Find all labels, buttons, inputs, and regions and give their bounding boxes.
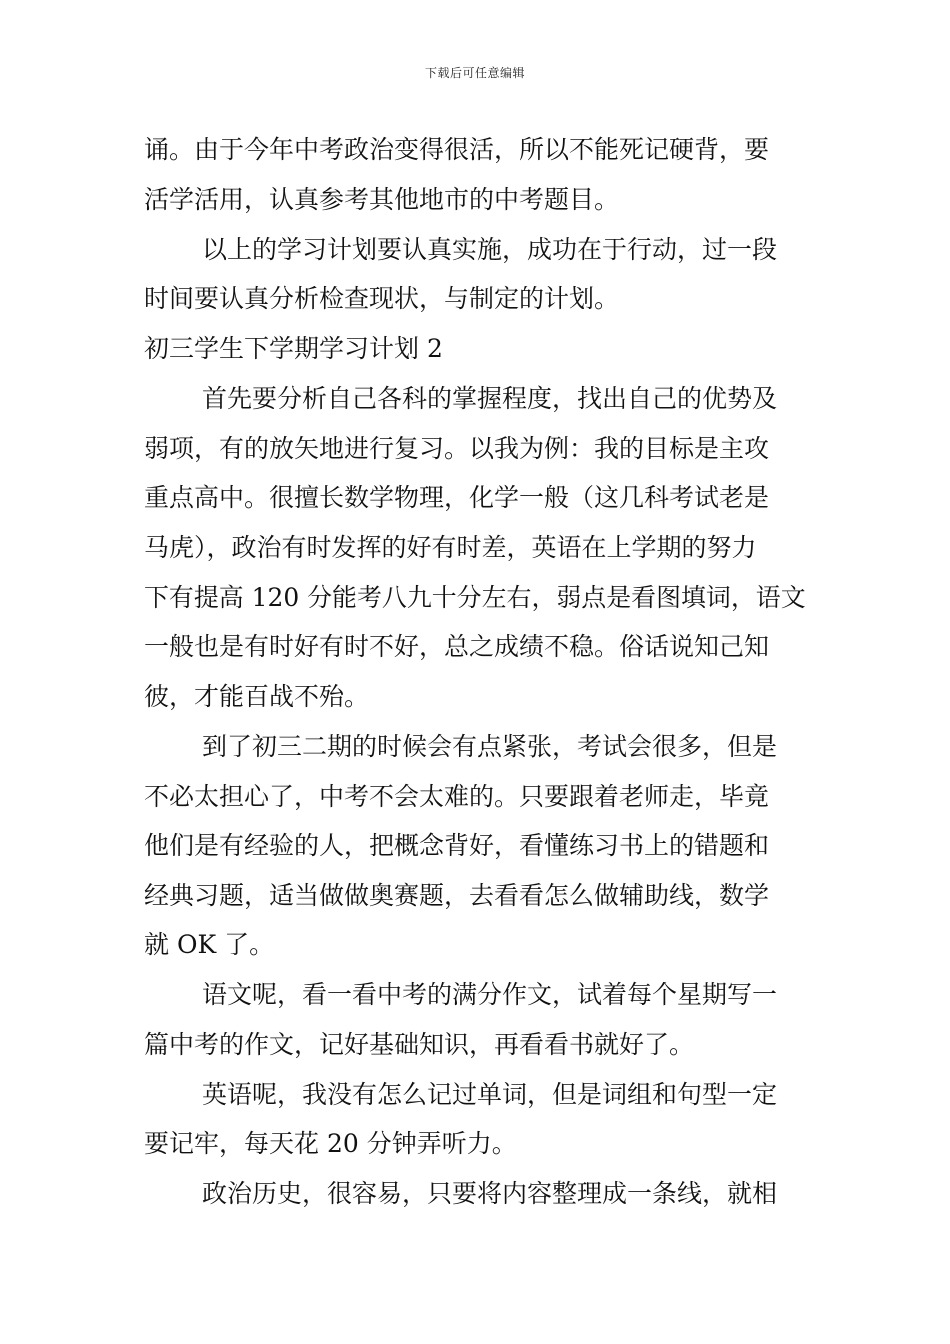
- body-line: 时间要认真分析检查现状，与制定的计划。: [144, 284, 620, 313]
- body-line: 要记牢，每天花 20 分钟弄听力。: [144, 1129, 517, 1158]
- body-line: 经典习题，适当做做奥赛题，去看看怎么做辅助线，数学: [144, 881, 770, 910]
- body-line: 政治历史，很容易，只要将内容整理成一条线，就相: [202, 1179, 778, 1208]
- page-header: 下载后可任意编辑: [424, 66, 525, 80]
- body-line: 不必太担心了，中考不会太难的。只要跟着老师走，毕竟: [144, 782, 770, 811]
- body-line: 他们是有经验的人，把概念背好，看懂练习书上的错题和: [144, 831, 770, 860]
- body-line: 活学活用，认真参考其他地市的中考题目。: [144, 185, 620, 214]
- body-line: 一般也是有时好有时不好，总之成绩不稳。俗话说知己知: [144, 632, 770, 661]
- body-line: 下有提高 120 分能考八九十分左右，弱点是看图填词，语文: [144, 583, 806, 612]
- body-line: 首先要分析自己各科的掌握程度，找出自己的优势及: [202, 384, 778, 413]
- body-line: 以上的学习计划要认真实施，成功在于行动，过一段: [202, 235, 778, 264]
- section-heading: 初三学生下学期学习计划 2: [144, 334, 443, 363]
- body-line: 弱项，有的放矢地进行复习。以我为例：我的目标是主攻: [144, 434, 770, 463]
- body-line: 诵。由于今年中考政治变得很活，所以不能死记硬背，要: [144, 135, 770, 164]
- body-line: 马虎），政治有时发挥的好有时差，英语在上学期的努力: [144, 533, 757, 562]
- body-line: 重点高中。很擅长数学物理，化学一般（这几科考试老是: [144, 483, 770, 512]
- body-line: 语文呢，看一看中考的满分作文，试着每个星期写一: [202, 980, 778, 1009]
- body-line: 彼，才能百战不殆。: [144, 682, 370, 711]
- body-line: 篇中考的作文，记好基础知识，再看看书就好了。: [144, 1030, 695, 1059]
- body-line: 就 OK 了。: [144, 930, 275, 959]
- body-line: 到了初三二期的时候会有点紧张，考试会很多，但是: [202, 732, 778, 761]
- body-line: 英语呢，我没有怎么记过单词，但是词组和句型一定: [202, 1080, 778, 1109]
